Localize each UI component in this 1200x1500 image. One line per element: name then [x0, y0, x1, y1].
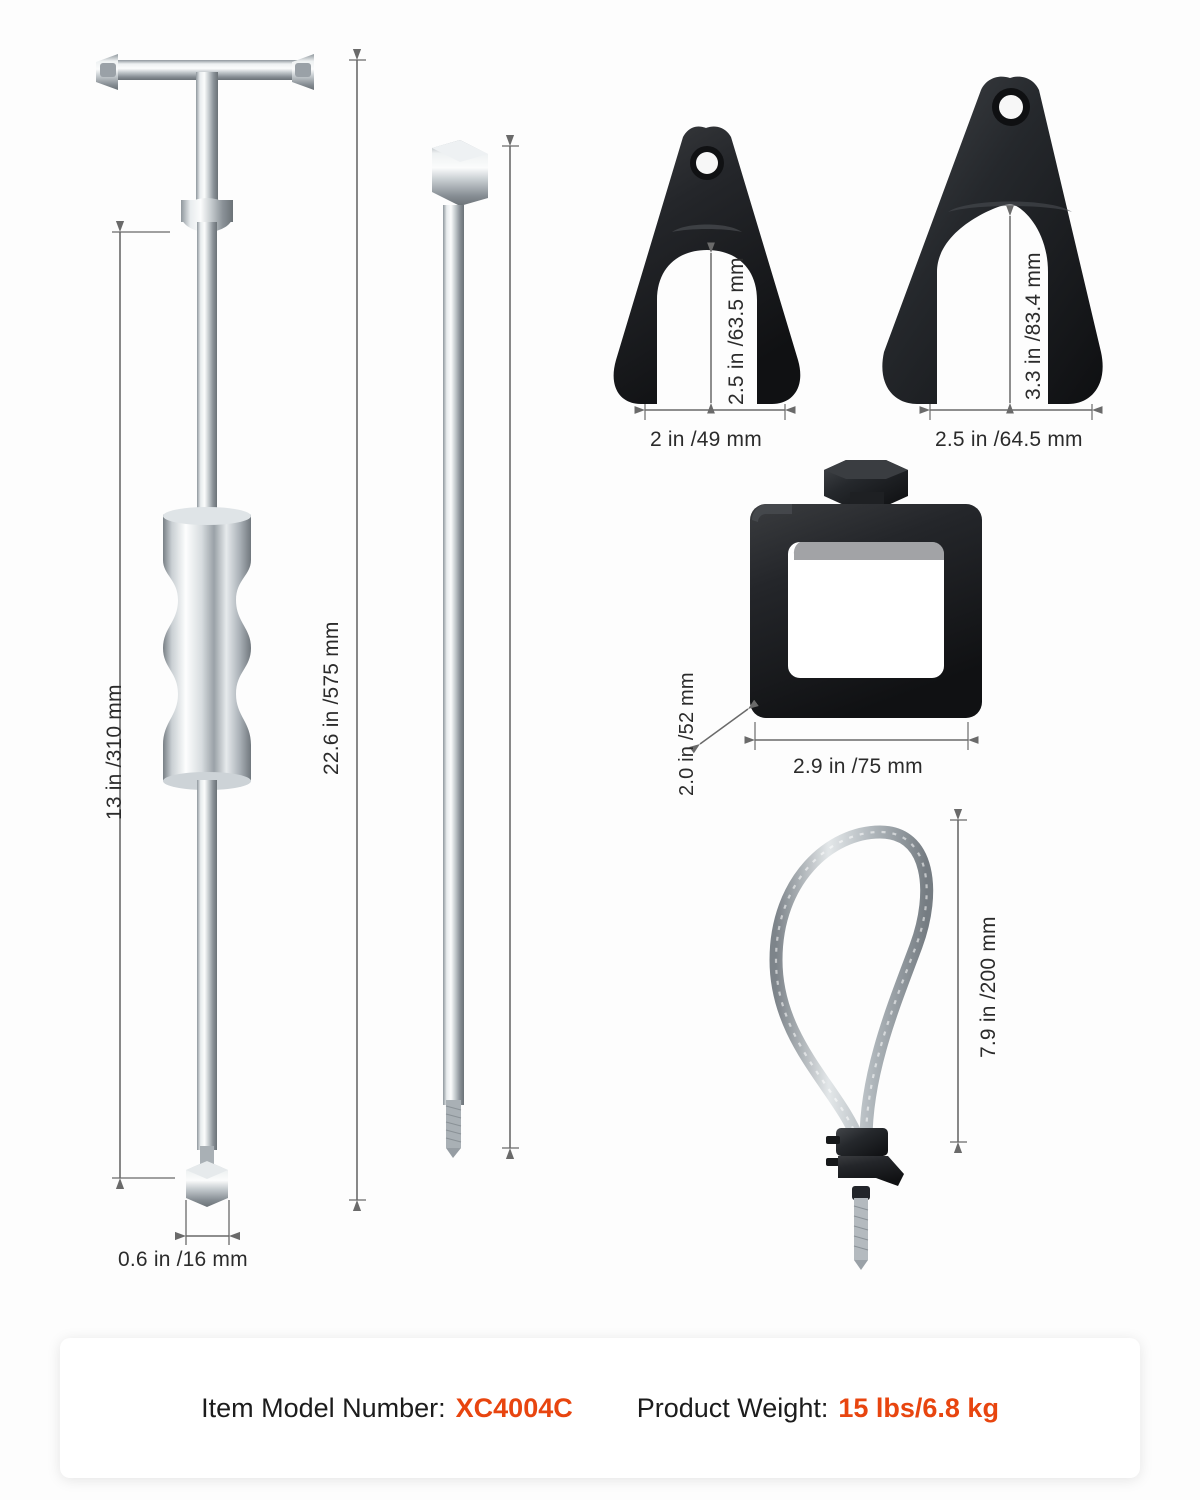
slide-weight — [163, 507, 251, 790]
label-frame-depth: 2.0 in /52 mm — [676, 672, 698, 796]
wire-cable-loop — [776, 832, 927, 1270]
cable-clamp — [826, 1128, 904, 1270]
label-thread-diameter: 0.6 in /16 mm — [118, 1248, 248, 1271]
dim-frame-width — [755, 722, 968, 750]
extension-rod — [432, 140, 488, 1158]
weight-group — [637, 1393, 999, 1424]
square-frame-adapter — [750, 460, 982, 718]
slide-hammer-with-t-handle — [96, 54, 314, 1207]
weight-label: Product Weight: — [636, 1392, 829, 1423]
weight-value: 15 lbs/6.8 kg — [838, 1392, 999, 1423]
label-shaft-overall: 22.6 in /575 mm — [320, 621, 343, 775]
label-large-fork-width: 2.5 in /64.5 mm — [935, 428, 1083, 451]
dim-small-fork-width — [645, 404, 785, 420]
small-u-fork-adapter — [614, 126, 801, 404]
spec-footer-card — [60, 1338, 1140, 1478]
model-value: XC4004C — [455, 1392, 573, 1423]
label-handle-overall: 13 in /310 mm — [103, 684, 126, 820]
label-cable-length: 7.9 in /200 mm — [977, 916, 1000, 1058]
dim-extension-length — [502, 146, 519, 1148]
large-u-fork-adapter — [882, 77, 1102, 404]
dim-frame-depth — [700, 709, 748, 744]
model-group — [201, 1393, 573, 1424]
label-frame-width: 2.9 in /75 mm — [793, 755, 923, 778]
label-small-fork-depth: 2.5 in /63.5 mm — [725, 257, 748, 405]
label-large-fork-depth: 3.3 in /83.4 mm — [1022, 252, 1045, 400]
label-small-fork-width: 2 in /49 mm — [650, 428, 762, 451]
dim-cable-length — [950, 820, 967, 1142]
model-label: Item Model Number: — [201, 1392, 446, 1423]
dim-large-fork-width — [930, 404, 1092, 420]
dim-shaft-overall — [349, 60, 366, 1200]
